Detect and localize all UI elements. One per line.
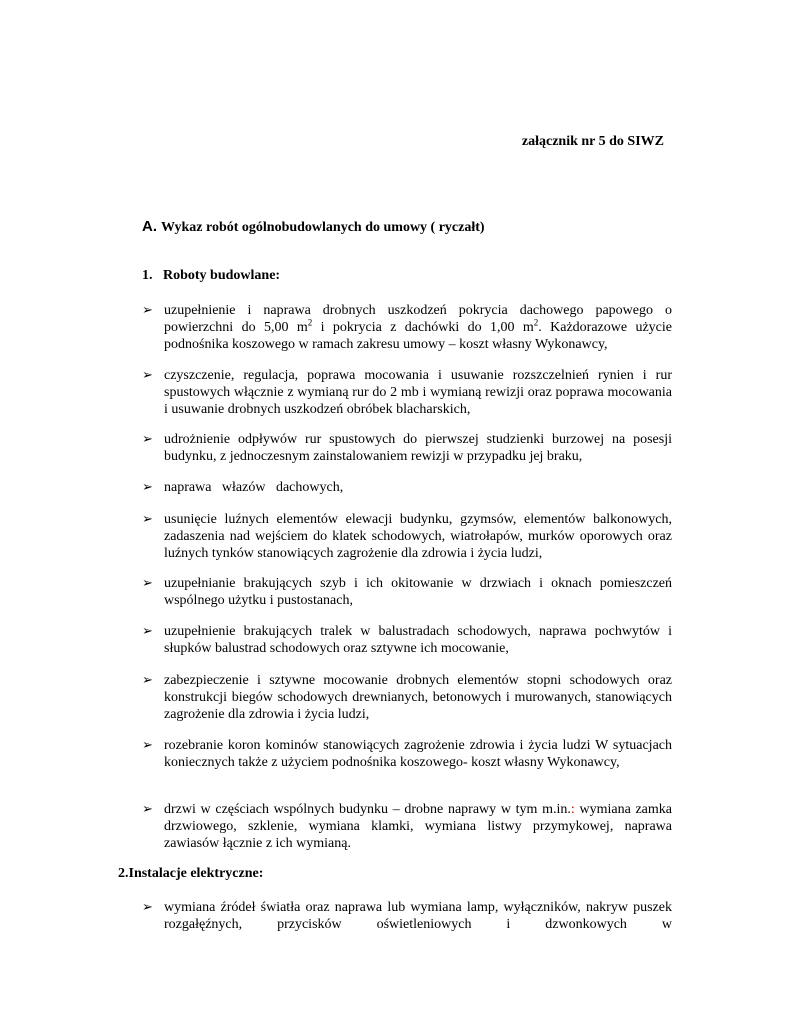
arrow-bullet-icon: ➢	[142, 303, 153, 318]
arrow-bullet-icon: ➢	[142, 512, 153, 527]
arrow-bullet-icon: ➢	[142, 368, 153, 383]
list-item	[142, 431, 672, 465]
arrow-bullet-icon: ➢	[142, 480, 153, 495]
list-item	[142, 302, 672, 353]
list-item-text: czyszczenie, regulacja, poprawa mocowania i usuwanie rozszczelnień rynien i rur spustowych włącznie z wymianą rur do 2 mb i wymianą rewizji oraz poprawa mocowania i usuwanie drobnych uszkodzeń obróbek blacharskich,	[164, 368, 672, 417]
list-item-text: wymiana zamka drzwiowego, szklenie, wymiana klamki, wymiana listwy przymykowej, naprawa zawiasów łącznie z ich wymianą.	[164, 802, 673, 851]
section-a-heading	[142, 218, 485, 236]
red-colon: :	[570, 802, 575, 817]
list-item	[142, 801, 672, 852]
section-a-letter: A.	[142, 218, 157, 235]
arrow-bullet-icon: ➢	[142, 900, 153, 915]
subsection-1-heading	[142, 268, 280, 284]
list-item-text: uzupełnienie brakujących tralek w balustradach schodowych, naprawa pochwytów i słupków balustrad schodowych oraz sztywne ich mocowanie,	[164, 624, 672, 656]
subsection-1-number: 1.	[142, 268, 153, 283]
section-a-title: Wykaz robót ogólnobudowlanych do umowy ( ryczałt)	[161, 220, 485, 235]
list-item	[142, 575, 672, 609]
arrow-bullet-icon: ➢	[142, 624, 153, 639]
superscript: 2	[533, 317, 539, 328]
subsection-2-heading: 2.Instalacje elektryczne:	[118, 866, 264, 881]
list-item	[142, 737, 672, 771]
arrow-bullet-icon: ➢	[142, 673, 153, 688]
list-item-text: udrożnienie odpływów rur spustowych do pierwszej studzienki burzowej na posesji budynku, z jednoczesnym zainstalowaniem rewizji w przypadku jej braku,	[164, 432, 672, 464]
list-item-text: naprawa włazów dachowych,	[164, 480, 344, 495]
list-item-text: wymiana źródeł światła oraz naprawa lub wymiana lamp, wyłączników, nakryw puszek rozgałęźnych, przycisków oświetleniowych i dzwonkowych w	[164, 900, 672, 932]
list-item-text: zabezpieczenie i sztywne mocowanie drobnych elementów stopni schodowych oraz konstrukcji biegów schodowych drewnianych, betonowych i murowanych, stanowiących zagrożenie dla zdrowia i życia ludzi,	[164, 673, 672, 722]
arrow-bullet-icon: ➢	[142, 432, 153, 447]
arrow-bullet-icon: ➢	[142, 738, 153, 753]
list-item	[142, 672, 672, 723]
list-item	[142, 367, 672, 418]
arrow-bullet-icon: ➢	[142, 576, 153, 591]
subsection-1-title: Roboty budowlane:	[163, 268, 281, 283]
list-item-text: usunięcie luźnych elementów elewacji budynku, gzymsów, elementów balkonowych, zadaszenia nad wejściem do klatek schodowych, wiatrołapów, murków oporowych oraz luźnych tynków stanowiących zagrożenie dla zdrowia i życia ludzi,	[164, 512, 672, 561]
list-item-text: rozebranie koron kominów stanowiących zagrożenie zdrowia i życia ludzi W sytuacjach koniecznych także z użyciem podnośnika koszowego- koszt własny Wykonawcy,	[164, 738, 672, 770]
list-item	[142, 479, 672, 496]
superscript: 2	[307, 317, 313, 328]
list-item	[142, 511, 672, 562]
list-item	[142, 899, 672, 933]
list-item-text: uzupełnianie brakujących szyb i ich okitowanie w drzwiach i oknach pomieszczeń wspólnego użytku i pustostanach,	[164, 576, 672, 608]
list-item-text: . Każdorazowe użycie podnośnika koszowego w ramach zakresu umowy – koszt własny Wykonawcy,	[164, 320, 673, 352]
arrow-bullet-icon: ➢	[142, 802, 153, 817]
list-item-text: i pokrycia z dachówki do 1,00 m	[312, 320, 534, 335]
annex-label: załącznik nr 5 do SIWZ	[521, 134, 664, 149]
list-item-text: drzwi w częściach wspólnych budynku – drobne naprawy w tym m.in.	[164, 802, 571, 817]
list-item-text: uzupełnienie i naprawa drobnych uszkodzeń pokrycia dachowego papowego o powierzchni do 5,00 m	[164, 303, 672, 335]
list-item	[142, 623, 672, 657]
